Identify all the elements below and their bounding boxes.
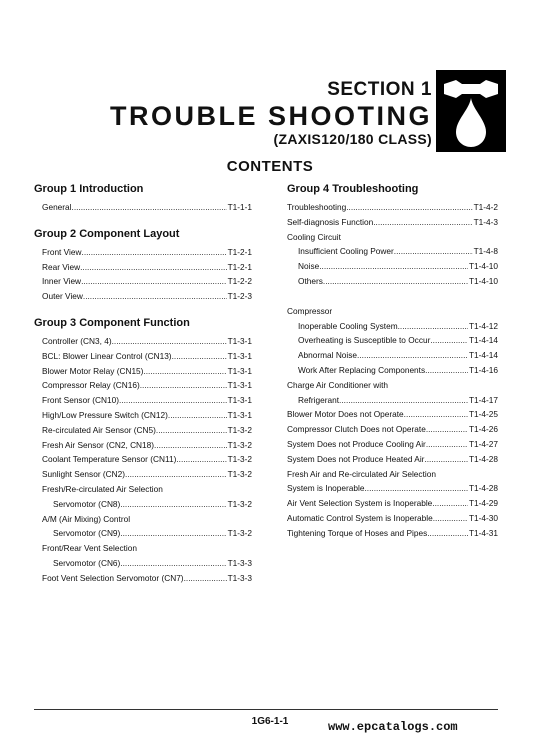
contents-left-column (34, 182, 252, 586)
toc-leader-dots (168, 408, 227, 423)
toc-entry (287, 378, 498, 393)
toc-entry-page: T1-3-1 (227, 409, 252, 420)
toc-entry-page: T1-2-2 (227, 276, 252, 287)
toc-entry (287, 452, 498, 467)
toc-entry (34, 467, 252, 482)
toc-leader-dots (125, 467, 227, 482)
toc-entry (287, 304, 498, 319)
toc-entry-label: High/Low Pressure Switch (CN12) (42, 409, 168, 420)
toc-entry (34, 482, 252, 497)
toc-entry-page: T1-3-2 (227, 439, 252, 450)
toc-entry-label: BCL: Blower Linear Control (CN13) (42, 350, 172, 361)
toc-leader-dots (426, 422, 468, 437)
toc-entry (287, 526, 498, 541)
toc-entry (34, 438, 252, 453)
toc-entry-page: T1-3-1 (227, 365, 252, 376)
toc-leader-dots (154, 438, 227, 453)
toc-entry-page: T1-3-1 (227, 380, 252, 391)
website-watermark: www.epcatalogs.com (328, 720, 458, 734)
footer-divider (34, 709, 498, 710)
toc-entry (34, 289, 252, 304)
toc-entry (34, 260, 252, 275)
toc-entry-page: T1-1-1 (227, 202, 252, 212)
toc-entry-label: Blower Motor Relay (CN15) (42, 365, 144, 376)
toc-leader-dots (120, 556, 226, 571)
toc-entry-page: T1-2-3 (227, 291, 252, 302)
toc-entry-label: Inner View (42, 276, 82, 287)
toc-entry (34, 274, 252, 289)
toc-entry (287, 259, 498, 274)
toc-entry-page: T1-4-3 (473, 216, 498, 227)
toc-group-title: Group 1 Introduction (34, 183, 144, 195)
toc-entry-label: Outer View (42, 291, 83, 302)
toc-entry-page: T1-4-2 (473, 202, 498, 212)
toc-entry-label: Noise (298, 261, 320, 272)
toc-entry-label: Work After Replacing Components (298, 364, 426, 375)
toc-entry (34, 541, 252, 556)
page-number: 1G6-1-1 (251, 716, 289, 727)
toc-entry (34, 512, 252, 527)
toc-entry-label: Servomotor (CN9) (53, 528, 121, 539)
toc-entry-label: Abnormal Noise (298, 350, 358, 361)
toc-entry (34, 423, 252, 438)
toc-entry-page: T1-4-8 (473, 246, 498, 257)
toc-entry-page: T1-4-26 (468, 424, 498, 435)
toc-entry-label: A/M (Air Mixing) Control (42, 513, 131, 524)
toc-entry (287, 244, 498, 259)
toc-entry-page: T1-4-17 (468, 394, 498, 405)
toc-leader-dots (143, 364, 226, 379)
toc-entry (34, 200, 252, 215)
toc-entry (34, 245, 252, 260)
toc-leader-dots (404, 407, 468, 422)
toc-entry-page: T1-4-30 (468, 512, 498, 523)
toc-entry (34, 378, 252, 393)
toc-group-title: Group 3 Component Function (34, 316, 190, 329)
toc-entry (287, 348, 498, 363)
toc-leader-dots (430, 333, 468, 348)
toc-entry (287, 215, 498, 230)
toc-entry-page: T1-4-10 (468, 261, 498, 272)
toc-entry (34, 556, 252, 571)
toc-leader-dots (424, 452, 468, 467)
toc-leader-dots (184, 571, 227, 586)
toc-leader-dots (119, 393, 227, 408)
toc-entry-page: T1-4-29 (468, 498, 498, 509)
toc-leader-dots (140, 378, 227, 393)
section-subtitle: (ZAXIS120/180 CLASS) (273, 131, 432, 147)
toc-entry-label: Sunlight Sensor (CN2) (42, 469, 126, 480)
toc-entry (287, 363, 498, 378)
toc-entry (287, 437, 498, 452)
toc-leader-dots (112, 334, 227, 349)
toc-leader-dots (83, 289, 227, 304)
toc-leader-dots (319, 259, 468, 274)
toc-entry (287, 467, 498, 482)
section-title: TROUBLE SHOOTING (110, 101, 432, 131)
toc-entry-page: T1-4-12 (468, 320, 498, 331)
toc-entry-page: T1-2-1 (227, 246, 252, 257)
toc-entry (287, 333, 498, 348)
toc-leader-dots (394, 244, 473, 259)
toc-entry (287, 422, 498, 437)
toc-entry-page: T1-3-2 (227, 498, 252, 509)
toc-leader-dots (323, 274, 468, 289)
toc-entry-page: T1-2-1 (227, 261, 252, 272)
toc-leader-dots (427, 526, 468, 541)
toc-entry (287, 496, 498, 511)
toc-entry-label: Cooling Circuit (287, 231, 341, 242)
toc-leader-dots (373, 215, 472, 230)
toc-leader-dots (82, 245, 227, 260)
toc-entry-label: System is Inoperable (287, 483, 365, 494)
toc-entry-label: Coolant Temperature Sensor (CN11) (42, 454, 177, 465)
toc-entry-label: Front/Rear Vent Selection (42, 543, 138, 554)
toc-leader-dots (357, 348, 468, 363)
toc-entry-page: T1-3-1 (227, 335, 252, 346)
toc-entry-page: T1-4-10 (468, 275, 498, 286)
toc-entry-label: Compressor (287, 305, 333, 316)
toc-entry-label: Refrigerant (298, 394, 340, 405)
toc-entry-page: T1-4-28 (468, 483, 498, 494)
toc-entry (34, 364, 252, 379)
toc-entry-label: Blower Motor Does not Operate (287, 409, 404, 420)
toc-entry-page: T1-4-31 (468, 527, 498, 538)
toc-entry-label: Front View (42, 246, 82, 257)
toc-leader-dots (156, 423, 227, 438)
toc-entry (287, 319, 498, 334)
toc-leader-dots (433, 511, 468, 526)
toc-entry-label: Tightening Torque of Hoses and Pipes (287, 527, 428, 538)
toc-leader-dots (398, 319, 468, 334)
toc-entry-label: Fresh/Re-circulated Air Selection (42, 483, 163, 494)
toc-entry (34, 393, 252, 408)
toc-group-title: Group 2 Component Layout (34, 227, 180, 240)
toc-entry (34, 452, 252, 467)
toc-entry-label: Automatic Control System is Inoperable (287, 512, 433, 523)
toc-entry-page: T1-4-25 (468, 409, 498, 420)
toc-entry (34, 334, 252, 349)
contents-title: CONTENTS (226, 158, 314, 175)
toc-leader-dots (72, 200, 227, 215)
toc-leader-dots (81, 274, 227, 289)
toc-entry-label: Front Sensor (CN10) (42, 395, 120, 406)
toc-entry (287, 200, 498, 215)
toc-entry (287, 393, 498, 408)
toc-entry-label: Compressor Clutch Does not Operate (287, 424, 426, 435)
toc-entry-label: Re-circulated Air Sensor (CN5) (42, 424, 156, 435)
toc-entry-label: Troubleshooting (287, 202, 347, 212)
toc-entry-page: T1-3-1 (227, 395, 252, 406)
toc-entry (287, 407, 498, 422)
toc-entry (287, 511, 498, 526)
toc-entry-page: T1-4-14 (468, 335, 498, 346)
toc-entry-label: Others (298, 275, 323, 286)
toc-entry (34, 526, 252, 541)
toc-entry-page: T1-4-16 (468, 364, 498, 375)
toc-entry-label: Rear View (42, 261, 81, 272)
toc-entry-label: Insufficient Cooling Power (298, 246, 394, 257)
toc-entry-page: T1-4-14 (468, 350, 498, 361)
toc-leader-dots (432, 496, 468, 511)
toc-entry-label: Compressor Relay (CN16) (42, 380, 140, 391)
toc-leader-dots (120, 497, 226, 512)
toc-leader-dots (426, 437, 468, 452)
toc-entry (34, 497, 252, 512)
toc-entry-page: T1-4-27 (468, 438, 498, 449)
toc-leader-dots (339, 393, 468, 408)
toc-entry (287, 481, 498, 496)
toc-entry-page: T1-3-3 (227, 572, 252, 583)
toc-entry-page: T1-3-2 (227, 528, 252, 539)
toc-entry-page: T1-3-2 (227, 424, 252, 435)
toc-entry-page: T1-4-28 (468, 453, 498, 464)
toc-entry-label: Foot Vent Selection Servomotor (CN7) (42, 572, 184, 583)
toc-entry-label: Controller (CN3, 4) (42, 335, 112, 346)
toc-entry-label: Fresh Air and Re-circulated Air Selection (287, 468, 436, 479)
toc-entry-label: Charge Air Conditioner with (287, 379, 388, 390)
toc-entry-page: T1-3-2 (227, 469, 252, 480)
toc-entry-page: T1-3-2 (227, 454, 252, 465)
contents-right-column (287, 182, 498, 541)
toc-group-title: Group 4 Troubleshooting (287, 183, 419, 195)
section-number: SECTION 1 (327, 79, 432, 100)
toc-entry-label: Fresh Air Sensor (CN2, CN18) (42, 439, 155, 450)
toc-entry-label: Servomotor (CN6) (53, 557, 121, 568)
toc-leader-dots (120, 526, 226, 541)
toc-entry-label: General (42, 202, 72, 212)
toc-entry (34, 571, 252, 586)
toc-leader-dots (346, 200, 472, 215)
toc-entry (287, 230, 498, 245)
wrench-droplet-icon (436, 70, 506, 152)
toc-entry-label: Overheating is Susceptible to Occur (298, 335, 431, 346)
toc-entry-label: System Does not Produce Heated Air (287, 453, 425, 464)
toc-entry-label: Inoperable Cooling System (298, 320, 398, 331)
toc-leader-dots (176, 452, 226, 467)
toc-entry-label: Servomotor (CN8) (53, 498, 121, 509)
toc-entry-page: T1-3-3 (227, 557, 252, 568)
toc-leader-dots (425, 363, 468, 378)
toc-leader-dots (172, 349, 227, 364)
toc-entry (34, 349, 252, 364)
toc-entry (287, 274, 498, 289)
toc-entry (34, 408, 252, 423)
toc-entry-label: System Does not Produce Cooling Air (287, 438, 426, 449)
toc-leader-dots (364, 481, 467, 496)
toc-entry-page: T1-3-1 (227, 350, 252, 361)
toc-leader-dots (80, 260, 226, 275)
toc-entry-label: Self-diagnosis Function (287, 216, 374, 227)
toc-entry-label: Air Vent Selection System is Inoperable (287, 498, 433, 509)
